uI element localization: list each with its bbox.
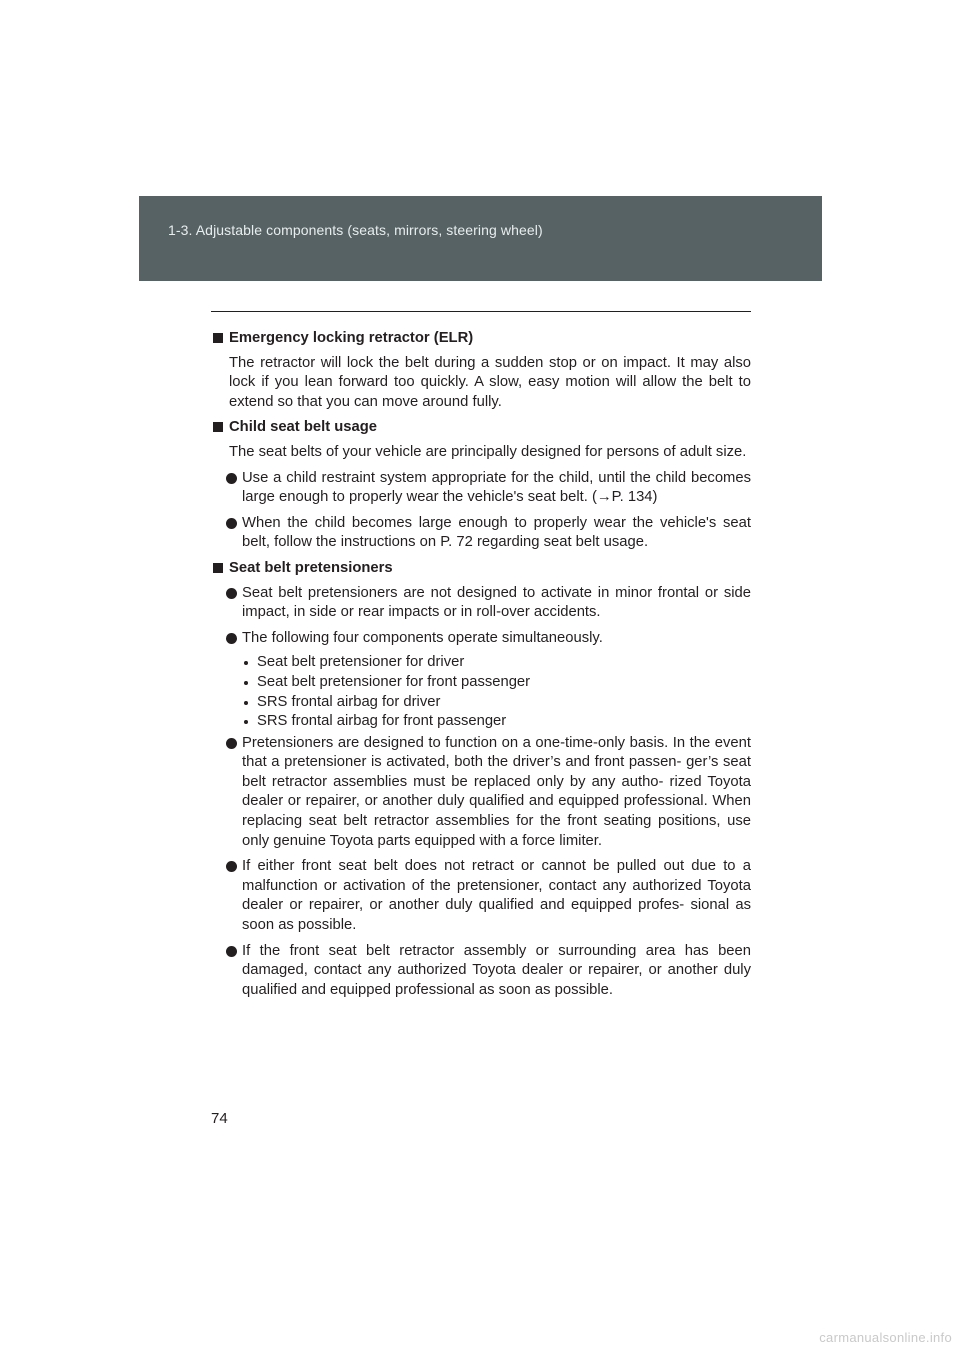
dot-bullet-icon	[244, 720, 248, 724]
section-divider	[211, 311, 751, 312]
list-item: If either front seat belt does not retract or cannot be pulled out due to a malfunction or activation of the pretensioner, contact any authorized Toyota dealer or repairer, or another duly qualified and equipped profes- sional as soon as possible.	[211, 857, 751, 935]
circle-bullet-icon	[226, 518, 237, 529]
chapter-header	[139, 196, 822, 281]
section-child-seat-belt	[211, 418, 751, 553]
list-item: When the child becomes large enough to properly wear the vehicle's seat belt, follow the instructions on P. 72 regarding seat belt usage.	[211, 514, 751, 553]
square-bullet-icon	[213, 563, 223, 573]
circle-bullet-icon	[226, 473, 237, 484]
section-pretensioners	[211, 559, 751, 1000]
list-item: If the front seat belt retractor assembly or surrounding area has been damaged, contact any authorized Toyota dealer or repairer, or another duly qualified and equipped professional as soon as possible.	[211, 942, 751, 1001]
list-item: Use a child restraint system appropriate for the child, until the child becomes large enough to properly wear the vehicle's seat belt. (→P. 134)	[211, 469, 751, 508]
circle-bullet-icon	[226, 588, 237, 599]
circle-bullet-icon	[226, 861, 237, 872]
section-intro: The retractor will lock the belt during a sudden stop or on impact. It may also lock if you lean forward too quickly. A slow, easy motion will allow the belt to extend so that you can move around fully.	[229, 354, 751, 410]
square-bullet-icon	[213, 333, 223, 343]
component-item: Seat belt pretensioner for front passenger	[242, 673, 751, 693]
component-item: SRS frontal airbag for driver	[242, 693, 751, 713]
section-heading: Child seat belt usage	[211, 418, 751, 438]
square-bullet-icon	[213, 422, 223, 432]
chapter-title: 1-3. Adjustable components (seats, mirrors, steering wheel)	[168, 222, 543, 238]
list-item: The following four components operate simultaneously.	[211, 629, 751, 649]
dot-bullet-icon	[244, 661, 248, 665]
component-item: SRS frontal airbag for front passenger	[242, 712, 751, 732]
section-heading: Emergency locking retractor (ELR)	[211, 329, 751, 349]
list-item: Pretensioners are designed to function on a one-time-only basis. In the event that a pretensioner is activated, both the driver’s and front passen- ger’s seat belt retractor assemblies must be replaced only by any autho- rized Toyota dealer or repairer, or another duly qualified and equipped professional. When replacing seat belt retractor assemblies for the front seating positions, use only genuine Toyota parts equipped with a force limiter.	[211, 734, 751, 852]
circle-bullet-icon	[226, 946, 237, 957]
section-intro: The seat belts of your vehicle are principally designed for persons of adult size.	[229, 443, 747, 460]
section-heading: Seat belt pretensioners	[211, 559, 751, 579]
page-number: 74	[211, 1110, 228, 1127]
circle-bullet-icon	[226, 633, 237, 644]
dot-bullet-icon	[244, 681, 248, 685]
page-content	[211, 329, 751, 1006]
list-item: Seat belt pretensioners are not designed to activate in minor frontal or side impact, in side or rear impacts or in roll-over accidents.	[211, 584, 751, 623]
watermark: carmanualsonline.info	[819, 1330, 952, 1345]
dot-bullet-icon	[244, 701, 248, 705]
component-item: Seat belt pretensioner for driver	[242, 653, 751, 673]
component-list	[211, 653, 751, 731]
circle-bullet-icon	[226, 738, 237, 749]
section-elr	[211, 329, 751, 412]
